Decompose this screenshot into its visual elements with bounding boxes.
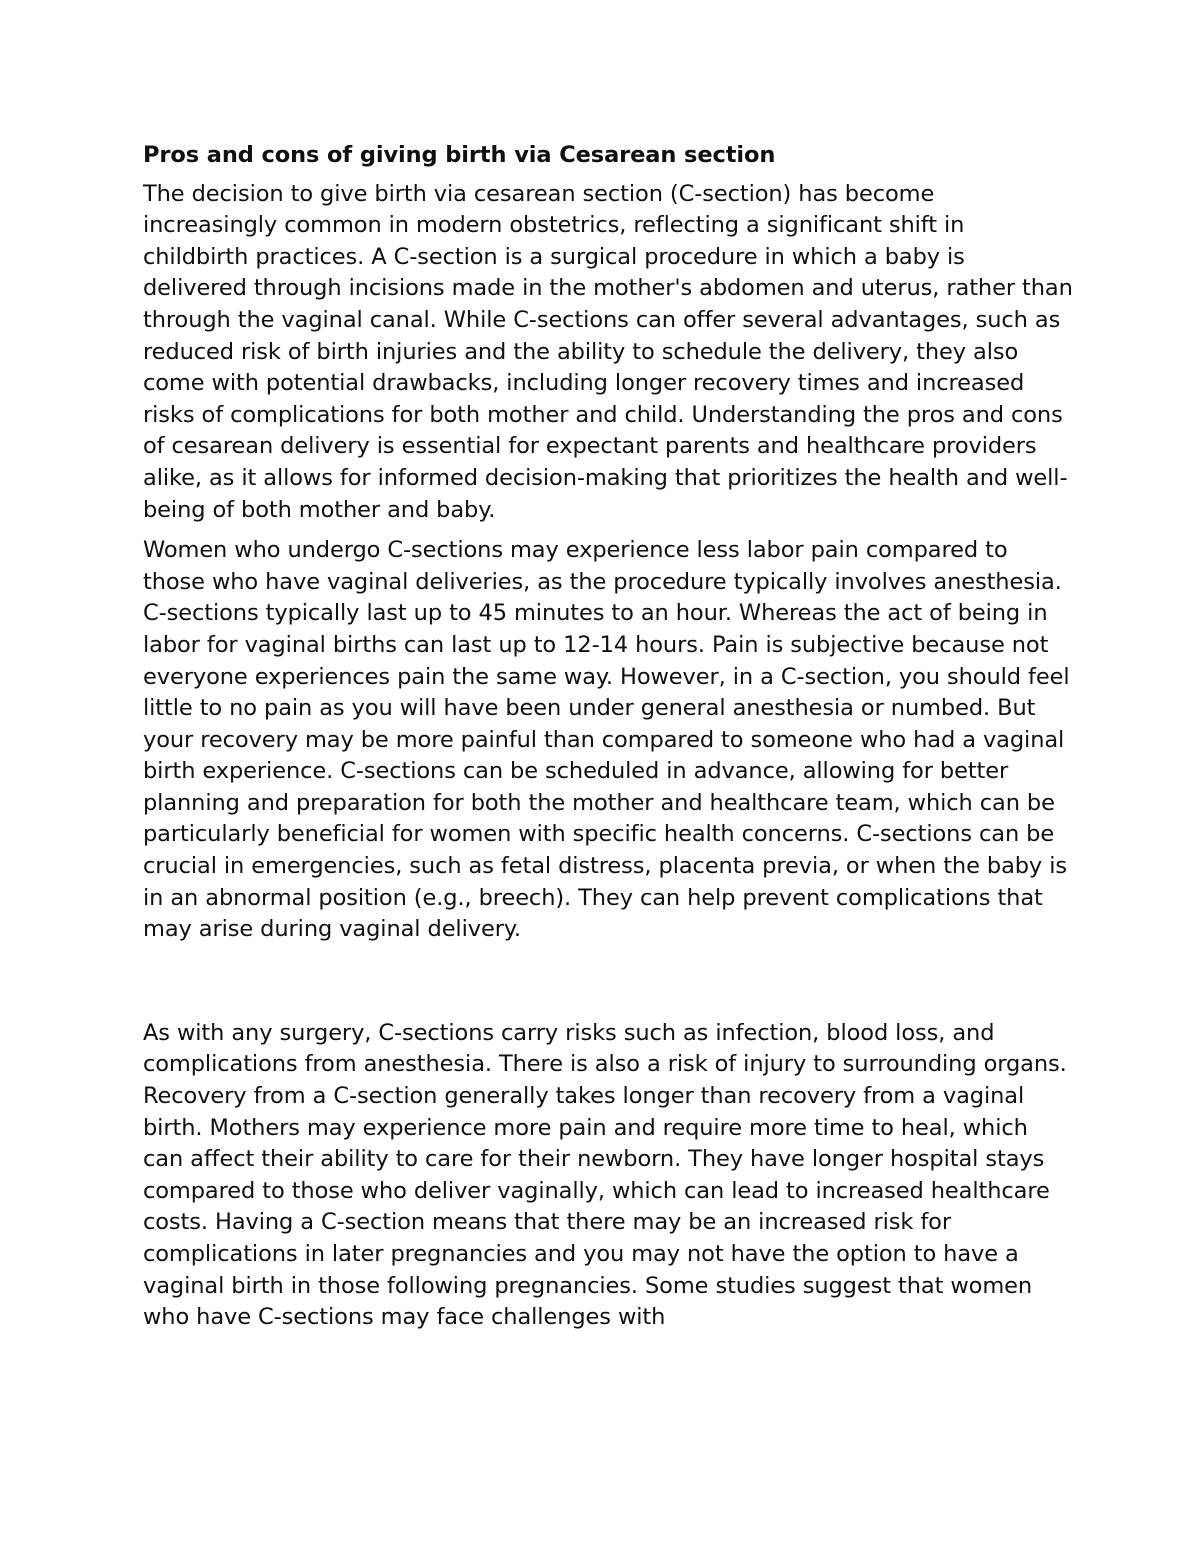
paragraph-intro: The decision to give birth via cesarean section (C-section) has become increasingly common in modern obstetrics, reflecting a significant shift in childbirth practices. A C-section is a surgical procedure in which a baby is delivered through incisions made in the mother's abdomen and uterus, rather than through the vaginal canal. While C-sections can offer several advantages, such as reduced risk of birth injuries and the ability to schedule the delivery, they also come with potential drawbacks, including longer recovery times and increased risks of complications for both mother and child. Understanding the pros and cons of cesarean delivery is essential for expectant parents and healthcare providers alike, as it allows for informed decision-making that prioritizes the health and well-being of both mother and baby. <box>143 180 1073 523</box>
paragraph-pros: Women who undergo C-sections may experience less labor pain compared to those who have vaginal deliveries, as the procedure typically involves anesthesia. C-sections typically last up to 45 minutes to an hour. Whereas the act of being in labor for vaginal births can last up to 12-14 hours. Pain is subjective because not everyone experiences pain the same way. However, in a C-section, you should feel little to no pain as you will have been under general anesthesia or numbed. But your recovery may be more painful than compared to someone who had a vaginal birth experience. C-sections can be scheduled in advance, allowing for better planning and preparation for both the mother and healthcare team, which can be particularly beneficial for women with specific health concerns. C-sections can be crucial in emergencies, such as fetal distress, placenta previa, or when the baby is in an abnormal position (e.g., breech). They can help prevent complications that may arise during vaginal delivery. <box>143 537 1070 943</box>
document-page <box>143 140 1073 1343</box>
paragraph-cons: As with any surgery, C-sections carry risks such as infection, blood loss, and complications from anesthesia. There is also a risk of injury to surrounding organs. Recovery from a C-section generally takes longer than recovery from a vaginal birth. Mothers may experience more pain and require more time to heal, which can affect their ability to care for their newborn. They have longer hospital stays compared to those who deliver vaginally, which can lead to increased healthcare costs. Having a C-section means that there may be an increased risk for complications in later pregnancies and you may not have the option to have a vaginal birth in those following pregnancies. Some studies suggest that women who have C-sections may face challenges with <box>143 1019 1067 1331</box>
blank-line <box>143 955 1073 1018</box>
document-title: Pros and cons of giving birth via Cesarean section <box>143 142 776 168</box>
